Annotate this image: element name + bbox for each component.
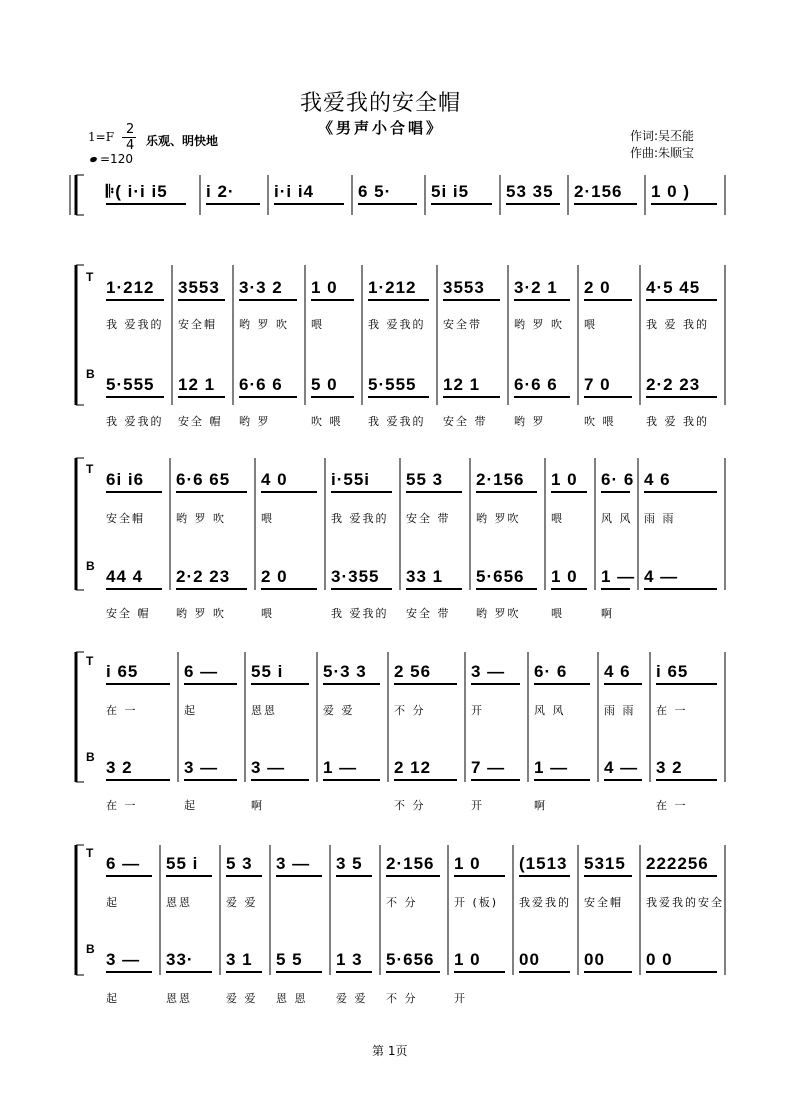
beam-line (406, 588, 462, 590)
beam-line (646, 875, 717, 877)
lyric-text: 爱 爱 (226, 896, 258, 909)
measure-notes: i 2· (206, 182, 235, 201)
beam-line (311, 396, 354, 398)
beam-line (106, 588, 162, 590)
measure-notes: 3 — (106, 950, 141, 969)
measure-notes: 2·2 23 (176, 567, 231, 586)
beam-line (276, 971, 322, 973)
lyric-text: 爱 爱 (336, 992, 368, 1005)
beam-line (584, 875, 632, 877)
lyric-text: 在 一 (656, 704, 688, 717)
lyricist-credit: 作词:吴丕能 (630, 129, 695, 143)
lyric-text: 喂 (311, 318, 324, 331)
lyric-text: 安全 带 (406, 607, 451, 620)
beam-line (184, 779, 237, 781)
beam-line (358, 203, 417, 205)
beam-line (476, 588, 537, 590)
beam-line (106, 299, 164, 301)
beam-line (106, 396, 164, 398)
beam-line (646, 971, 717, 973)
part-label-b: B (86, 750, 95, 764)
lyric-text: 安全 帽 (106, 607, 151, 620)
lyric-text: 安全带 (443, 318, 482, 331)
score-subtitle: 《男声小合唱》 (318, 119, 445, 137)
measure-notes: 00 (519, 950, 540, 969)
beam-line (106, 779, 170, 781)
beam-line (394, 779, 457, 781)
measure-notes: 55 i (166, 854, 199, 873)
beam-line (656, 683, 717, 685)
measure-notes: 5315 (584, 854, 626, 873)
measure-notes: 2·156 (386, 854, 435, 873)
beam-line (331, 491, 392, 493)
lyric-text: 安全 带 (443, 415, 488, 428)
lyric-text: 哟 罗 吹 (176, 607, 226, 620)
beam-line (601, 588, 630, 590)
measure-notes: 2·2 23 (646, 375, 701, 394)
lyric-text: 恩 恩 (276, 992, 308, 1005)
measure-notes: 1 — (323, 758, 358, 777)
beam-line (368, 396, 429, 398)
measure-notes: 6 5· (358, 182, 392, 201)
measure-notes: 00 (584, 950, 605, 969)
lyric-text: 不 分 (394, 799, 426, 812)
lyric-text: 风 风 (534, 704, 566, 717)
lyric-text: 我 爱我的 (368, 318, 426, 331)
measure-notes: 2 12 (394, 758, 432, 777)
measure-notes: 3 2 (656, 758, 683, 777)
measure-notes: 3 — (251, 758, 286, 777)
measure-notes: i 65 (106, 662, 139, 681)
lyric-text: 啊 (601, 607, 614, 620)
beam-line (534, 683, 590, 685)
beam-line (584, 396, 632, 398)
beam-line (106, 971, 152, 973)
measure-notes: 53 35 (506, 182, 554, 201)
beam-line (394, 683, 457, 685)
beam-line (656, 779, 717, 781)
measure-notes: 2 0 (584, 278, 611, 297)
lyric-text: 在 一 (656, 799, 688, 812)
beam-line (178, 299, 225, 301)
beam-line (368, 299, 429, 301)
measure-notes: 0 0 (646, 950, 673, 969)
beam-line (431, 203, 492, 205)
measure-notes: 2 56 (394, 662, 432, 681)
beam-line (406, 491, 462, 493)
beam-line (604, 683, 642, 685)
beam-line (239, 396, 297, 398)
beam-line (646, 299, 717, 301)
lyric-text: 哟 罗吹 (476, 512, 521, 525)
lyric-text: 喂 (261, 512, 274, 525)
beam-line (323, 683, 380, 685)
beam-line (471, 779, 520, 781)
part-label-b: B (86, 559, 95, 573)
beam-line (276, 875, 322, 877)
lyric-text: 雨 雨 (604, 704, 636, 717)
measure-notes: 3 — (184, 758, 219, 777)
measure-notes: 1 0 (551, 567, 578, 586)
measure-notes: 5 3 (226, 854, 253, 873)
measure-notes: 222256 (646, 854, 709, 873)
beam-line (106, 875, 152, 877)
score-title: 我爱我的安全帽 (300, 91, 462, 116)
lyric-text: 哟 罗 吹 (514, 318, 564, 331)
measure-notes: 1·212 (106, 278, 155, 297)
beam-line (323, 779, 380, 781)
measure-notes: 3 1 (226, 950, 253, 969)
lyric-text: 起 (106, 896, 119, 909)
lyric-text: 风 风 (601, 512, 633, 525)
measure-notes: 6 — (184, 662, 219, 681)
lyric-text: 恩恩 (251, 704, 277, 717)
lyric-text: 吹 喂 (584, 415, 616, 428)
lyric-text: 喂 (261, 607, 274, 620)
measure-notes: 1·212 (368, 278, 417, 297)
part-label-b: B (86, 942, 95, 956)
part-label-t: T (86, 846, 94, 860)
measure-notes: 5·656 (476, 567, 525, 586)
lyric-text: 起 (106, 992, 119, 1005)
lyric-text: 我 爱 我的 (646, 415, 709, 428)
measure-notes: 4 6 (604, 662, 631, 681)
beam-line (471, 683, 520, 685)
measure-notes: 6i i6 (106, 470, 145, 489)
measure-notes: 1 — (534, 758, 569, 777)
measure-notes: 44 4 (106, 567, 144, 586)
beam-line (454, 971, 505, 973)
measure-notes: 6· 6 (534, 662, 568, 681)
lyric-text: 安全帽 (178, 318, 217, 331)
lyric-text: 不 分 (394, 704, 426, 717)
measure-notes: 1 0 (454, 854, 481, 873)
beam-line (386, 875, 440, 877)
measure-notes: i 65 (656, 662, 689, 681)
beam-line (601, 491, 630, 493)
lyric-text: 吹 喂 (311, 415, 343, 428)
time-signature-bottom: 4 (126, 138, 135, 153)
measure-notes: 4 — (604, 758, 639, 777)
lyric-text: 恩恩 (166, 896, 192, 909)
beam-line (106, 203, 186, 205)
measure-notes: 3 — (471, 662, 506, 681)
lyric-text: 开 (471, 799, 484, 812)
beam-line (251, 683, 309, 685)
measure-notes: 3·3 2 (239, 278, 283, 297)
measure-notes: 3553 (443, 278, 485, 297)
lyric-text: 我 爱我的 (106, 415, 164, 428)
lyric-text: 哟 罗 (239, 415, 271, 428)
measure-notes: 2·156 (476, 470, 525, 489)
lyric-text: 爱 爱 (323, 704, 355, 717)
beam-line (106, 683, 170, 685)
beam-line (239, 299, 297, 301)
measure-notes: 5·3 3 (323, 662, 367, 681)
measure-notes: 1 0 (311, 278, 338, 297)
lyric-text: 起 (184, 704, 197, 717)
lyric-text: 我 爱我的 (106, 318, 164, 331)
lyric-text: 雨 雨 (644, 512, 676, 525)
beam-line (166, 971, 212, 973)
measure-notes: 6· 6 (601, 470, 635, 489)
measure-notes: 4 0 (261, 470, 288, 489)
beam-line (184, 683, 237, 685)
measure-notes: 5 5 (276, 950, 303, 969)
lyric-text: 哟 罗 吹 (239, 318, 289, 331)
part-label-b: B (86, 367, 95, 381)
measure-notes: 6 — (106, 854, 141, 873)
measure-notes: 5·656 (386, 950, 435, 969)
beam-line (443, 299, 500, 301)
measure-notes: i·55i (331, 470, 371, 489)
lyric-text: 喂 (551, 607, 564, 620)
lyric-text: 喂 (551, 512, 564, 525)
beam-line (551, 588, 587, 590)
measure-notes: 3 — (276, 854, 311, 873)
lyric-text: 我爱我的 (519, 896, 571, 909)
beam-line (336, 875, 372, 877)
beam-line (514, 299, 570, 301)
beam-line (584, 971, 632, 973)
beam-line (106, 491, 162, 493)
lyric-text: 不 分 (386, 992, 418, 1005)
lyric-text: 喂 (584, 318, 597, 331)
measure-notes: 3 2 (106, 758, 133, 777)
beam-line (646, 396, 717, 398)
measure-notes: 12 1 (443, 375, 481, 394)
beam-line (176, 588, 247, 590)
beam-line (519, 875, 570, 877)
lyric-text: 啊 (534, 799, 547, 812)
measure-notes: 12 1 (178, 375, 216, 394)
beam-line (644, 491, 717, 493)
beam-line (651, 203, 717, 205)
beam-line (519, 971, 570, 973)
measure-notes: 33 1 (406, 567, 444, 586)
beam-line (261, 491, 317, 493)
lyric-text: 我 爱我的 (331, 512, 389, 525)
lyric-text: 安全 帽 (178, 415, 223, 428)
measure-notes: 1 0 (551, 470, 578, 489)
beam-line (506, 203, 560, 205)
lyric-text: 安全帽 (584, 896, 623, 909)
measure-notes: 5i i5 (431, 182, 470, 201)
beam-line (206, 203, 260, 205)
beam-line (226, 875, 262, 877)
lyric-text: 哟 罗吹 (476, 607, 521, 620)
beam-line (514, 396, 570, 398)
key-signature: 1=F (88, 130, 115, 144)
measure-notes: 5·555 (106, 375, 155, 394)
beam-line (251, 779, 309, 781)
lyric-text: 我 爱 我的 (646, 318, 709, 331)
lyric-text: 我爱我的安全 (646, 896, 724, 909)
beam-line (261, 588, 317, 590)
beam-line (226, 971, 262, 973)
measure-notes: 6·6 6 (514, 375, 558, 394)
measure-notes: 7 — (471, 758, 506, 777)
lyric-text: 起 (184, 799, 197, 812)
lyric-text: 啊 (251, 799, 264, 812)
measure-notes: 7 0 (584, 375, 611, 394)
page-number: 第 1页 (372, 1044, 408, 1058)
measure-notes: 55 3 (406, 470, 444, 489)
expression-mark: 乐观、明快地 (146, 134, 219, 148)
measure-notes: 2 0 (261, 567, 288, 586)
beam-line (534, 779, 590, 781)
lyric-text: 哟 罗 (514, 415, 546, 428)
lyric-text: 在 一 (106, 799, 138, 812)
measure-notes: 2·156 (574, 182, 623, 201)
measure-notes: 3 5 (336, 854, 363, 873)
measure-notes: 1 0 (454, 950, 481, 969)
measure-notes: 3·2 1 (514, 278, 558, 297)
measure-notes: 𝄆( i·i i5 (106, 182, 168, 201)
measure-notes: i·i i4 (274, 182, 315, 201)
beam-line (584, 299, 632, 301)
beam-line (274, 203, 344, 205)
composer-credit: 作曲:朱顺宝 (630, 146, 695, 160)
beam-line (331, 588, 392, 590)
lyric-text: 安全 带 (406, 512, 451, 525)
measure-notes: 33· (166, 950, 194, 969)
measure-notes: 1 — (601, 567, 636, 586)
beam-line (551, 491, 587, 493)
beam-line (386, 971, 440, 973)
beam-line (644, 588, 717, 590)
measure-notes: 5·555 (368, 375, 417, 394)
measure-notes: 3553 (178, 278, 220, 297)
beam-line (604, 779, 642, 781)
measure-notes: 55 i (251, 662, 284, 681)
time-signature-top: 2 (126, 122, 135, 137)
part-label-t: T (86, 270, 94, 284)
beam-line (454, 875, 505, 877)
beam-line (166, 875, 212, 877)
beam-line (574, 203, 637, 205)
measure-notes: 4 — (644, 567, 679, 586)
part-label-t: T (86, 462, 94, 476)
lyric-text: 我 爱我的 (331, 607, 389, 620)
beam-line (178, 396, 225, 398)
measure-notes: 5 0 (311, 375, 338, 394)
beam-line (476, 491, 537, 493)
lyric-text: 我 爱我的 (368, 415, 426, 428)
measure-notes: 1 0 ) (651, 182, 691, 201)
lyric-text: 开 (板) (454, 896, 499, 909)
lyric-text: 开 (471, 704, 484, 717)
measure-notes: 4·5 45 (646, 278, 701, 297)
measure-notes: (1513 (519, 854, 568, 873)
tempo-mark: =120 (100, 152, 133, 166)
part-label-t: T (86, 654, 94, 668)
beam-line (311, 299, 354, 301)
lyric-text: 开 (454, 992, 467, 1005)
measure-notes: 4 6 (644, 470, 671, 489)
lyric-text: 恩恩 (166, 992, 192, 1005)
lyric-text: 哟 罗 吹 (176, 512, 226, 525)
beam-line (443, 396, 500, 398)
beam-line (336, 971, 372, 973)
lyric-text: 爱 爱 (226, 992, 258, 1005)
measure-notes: 6·6 65 (176, 470, 231, 489)
lyric-text: 不 分 (386, 896, 418, 909)
measure-notes: 3·355 (331, 567, 380, 586)
measure-notes: 6·6 6 (239, 375, 283, 394)
lyric-text: 在 一 (106, 704, 138, 717)
lyric-text: 安全帽 (106, 512, 145, 525)
measure-notes: 1 3 (336, 950, 363, 969)
beam-line (176, 491, 247, 493)
